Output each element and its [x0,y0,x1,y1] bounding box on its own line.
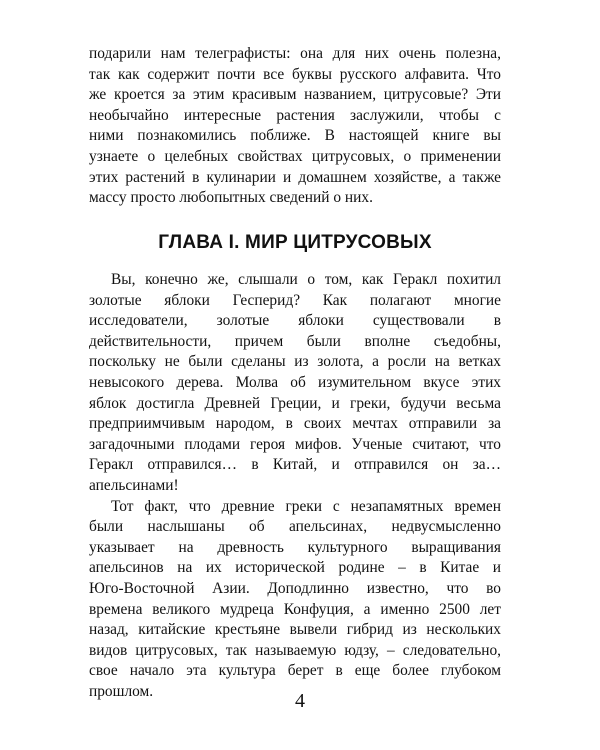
text-line: узнаете о целебных свойствах цитрусовых, о применении [89,147,501,165]
paragraph-intro [89,44,501,209]
text-line: исследователи, золотые яблоки существовали в [89,312,501,330]
text-line: подарили нам телеграфисты: она для них очень полезна, [89,45,501,62]
text-line: невысокого дерева. Молва об изумительном вкусе этих [89,373,501,391]
page-number: 4 [295,690,305,712]
text-line: апельсинами! [89,476,179,494]
text-line: же кроется за этим красивым названием, цитрусовые? Эти [89,86,501,104]
paragraph-golden-apples [89,270,501,497]
text-line: предприимчивым народом, в своих мечтах отправили за [89,415,501,433]
text-line: золотые яблоки Гесперид? Как полагают многие [89,291,501,309]
text-line: необычайно интересные растения заслужили, чтобы с [89,106,501,124]
text-line: Тот факт, что древние греки с незапамятных времен [111,497,501,515]
text-line: времена великого мудреца Конфуция, а именно 2500 лет [89,600,501,618]
chapter-heading: ГЛАВА I. МИР ЦИТРУСОВЫХ [158,232,432,253]
text-line: массу просто любопытных сведений о них. [89,189,373,207]
text-line: загадочными плодами героя мифов. Ученые считают, что [89,435,501,453]
text-line: этих растений в кулинарии и домашнем хозяйстве, а также [89,168,501,186]
text-line: прошлом. [89,682,154,700]
paragraph-ancient-greeks [89,497,501,703]
text-line: видов цитрусовых, так называемую юдзу, – следовательно, [89,641,501,659]
text-line: апельсинов на их исторической родине – в Китае и [89,559,501,577]
text-line: Геракл отправился… в Китай, и отправился он за… [89,456,501,474]
text-line: действительности, причем были вполне съедобны, [89,332,501,350]
text-line: свое начало эта культура берет в еще более глубоком [89,662,501,680]
text-line: назад, китайские крестьяне вывели гибрид из нескольких [89,621,501,639]
text-line: поскольку не были сделаны из золота, а росли на ветках [89,353,501,371]
text-line: были наслышаны об апельсинах, недвусмысленно [89,518,501,536]
text-line: Вы, конечно же, слышали о том, как Геракл похитил [111,271,501,288]
intro-paragraph [89,44,501,209]
text-line: Юго-Восточной Азии. Доподлинно известно, что во [89,579,501,597]
text-line: яблок достигла Древней Греции, и греки, будучи весьма [89,394,501,412]
text-line: указывает на древность культурного выращивания [89,538,501,556]
text-line: ними познакомились поближе. В настоящей книге вы [89,127,501,145]
chapter-body [89,270,501,702]
text-line: так как содержит почти все буквы русского алфавита. Что [89,65,501,83]
